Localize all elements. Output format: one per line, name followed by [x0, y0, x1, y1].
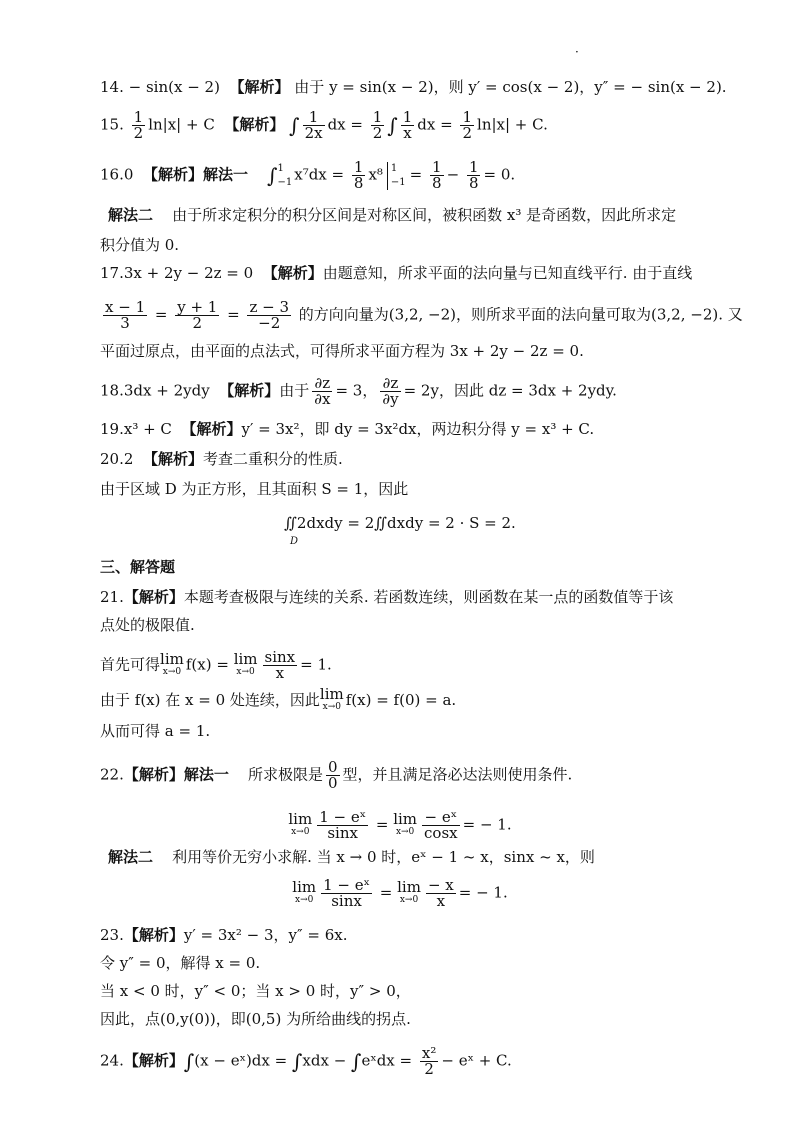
text: −	[446, 165, 460, 184]
method-label: 解法二	[108, 848, 154, 866]
answer: 0	[123, 165, 134, 184]
text: = − 1.	[458, 883, 508, 902]
analysis-tag: 【解析】	[219, 381, 280, 400]
q-number: 14.	[100, 78, 124, 96]
answer-23-line3: 当 x < 0 时，y″ < 0；当 x > 0 时，y″ > 0，	[100, 982, 411, 1000]
analysis-tag: 【解析】	[262, 264, 323, 282]
limit: lim x→0	[393, 809, 418, 837]
analysis-tag: 【解析】	[123, 765, 184, 784]
fraction: $\frac{\text{− eˣ}}{\cos x}$	[424, 808, 458, 842]
text: 所求极限是	[247, 765, 323, 784]
answer-19	[100, 418, 594, 440]
text: 考查二重积分的性质.	[202, 450, 343, 468]
text: = 0.	[483, 165, 516, 184]
text: ln|x| + C.	[477, 115, 548, 134]
answer-16-method2	[108, 204, 676, 226]
text: = 1.	[300, 655, 332, 674]
integral-sign: ∫	[183, 1049, 195, 1074]
q-number: 22.	[100, 765, 124, 784]
answer-17	[100, 262, 692, 284]
text: x⁷dx =	[294, 165, 345, 184]
answer: 3x + 2y − 2z = 0	[123, 264, 254, 282]
fraction: $\frac{\partial z}{\partial y}$	[382, 374, 399, 408]
text: 型，并且满足洛必达法则使用条件.	[342, 765, 573, 784]
text: 由于所求定积分的积分区间是对称区间，被积函数 x³ 是奇函数，因此所求定	[172, 206, 677, 224]
answer-16-line2: 积分值为 0.	[100, 236, 180, 254]
text: y′ = 3x²，即 dy = 3x²dx，两边积分得 y = x³ + C.	[241, 420, 595, 438]
answer-23-line2: 令 y″ = 0，解得 x = 0.	[100, 954, 261, 972]
method-label: 解法二	[108, 206, 154, 224]
analysis-tag: 【解析】	[224, 115, 285, 134]
answer-17-line2: $\frac{x - 1}{3}$ = $\frac{y + 1}{2}$ = $\frac{z - 3}{-2}$ 的方向向量为(3,2, −2)，则所求平面的法向量可取为(3,2, −2). 又	[105, 298, 743, 332]
text: dx =	[417, 115, 453, 134]
answer-21-line4	[100, 685, 457, 714]
fraction: $\frac{y + 1}{2}$	[177, 298, 218, 332]
answer: 3dx + 2ydy	[123, 381, 210, 400]
text: = 3，	[335, 381, 378, 400]
fraction: $\frac{1}{x}$	[402, 108, 413, 142]
answer-14	[100, 76, 727, 98]
answer-18	[100, 376, 617, 407]
answer-21	[100, 586, 673, 608]
fraction: $\frac{1}{2}$	[372, 108, 383, 142]
fraction: $\frac{x - 1}{3}$	[105, 298, 146, 332]
text: y′ = 3x² − 3，y″ = 6x.	[183, 926, 348, 944]
limits: 1 −1	[277, 162, 293, 188]
fraction: $\frac{1}{2x}$	[304, 108, 323, 142]
answer-rest: ln|x| + C	[148, 115, 215, 134]
fraction: $\frac{1}{8}$	[432, 158, 442, 192]
text: 本题考查极限与连续的关系. 若函数连续，则函数在某一点的函数值等于该	[183, 588, 674, 606]
q-number: 24.	[100, 1051, 124, 1070]
text: 首先可得	[100, 655, 161, 674]
fraction: $\frac{\text{1 − eˣ}}{\sin x}$	[323, 876, 370, 910]
limit: lim x→0	[319, 685, 344, 712]
fraction: $\frac{1}{8}$	[353, 158, 364, 192]
limit: lim x→0	[233, 649, 258, 677]
q-number: 17.	[100, 264, 124, 282]
answer: x³ + C	[123, 420, 172, 438]
analysis-text: 由于 y = sin(x − 2)，则 y′ = cos(x − 2)，y″ = − sin(x − 2).	[294, 78, 727, 96]
fraction: $\frac{\partial z}{\partial x}$	[314, 374, 331, 408]
q-number: 21.	[100, 588, 124, 606]
answer-21-line5: 从而可得 a = 1.	[100, 722, 211, 740]
answer-22-method2	[108, 846, 595, 868]
q-number: 15.	[100, 115, 124, 134]
text: f(x) = f(0) = a.	[345, 691, 457, 709]
text: = 2y，因此 dz = 3dx + 2ydy.	[403, 381, 617, 400]
text: x⁸	[368, 165, 383, 184]
analysis-tag: 【解析】	[123, 1051, 184, 1070]
text: = − 1.	[462, 815, 512, 834]
integral-sign: ∫	[267, 163, 278, 188]
fraction: $\frac{1}{8}$	[468, 158, 479, 192]
fraction: $\frac{z - 3}{-2}$	[249, 298, 290, 332]
fraction: $\frac{\sin x}{x}$	[264, 648, 296, 682]
answer-15	[100, 110, 548, 141]
analysis-tag: 【解析】	[123, 588, 184, 606]
answer-21-line2: 点处的极限值.	[100, 616, 195, 634]
q-number: 23.	[100, 926, 124, 944]
fraction: $\frac{0}{0}$	[327, 758, 338, 792]
method-label: 解法一	[183, 765, 229, 784]
answer-20	[100, 448, 343, 470]
analysis-tag: 【解析】	[181, 420, 242, 438]
eval-bar: 1 −1	[387, 162, 406, 190]
limit: lim x→0	[160, 649, 184, 677]
fraction: $\frac{- x}{x}$	[427, 876, 454, 910]
answer-20-line2: 由于区域 D 为正方形，且其面积 S = 1，因此	[100, 480, 409, 498]
analysis-tag: 【解析】	[229, 78, 290, 96]
fraction: $\frac{1}{2}$	[462, 108, 473, 142]
integral-sign: ∫	[387, 113, 398, 138]
answer-23	[100, 924, 347, 946]
limit: lim x→0	[397, 877, 421, 905]
text: − eˣ + C.	[441, 1051, 512, 1070]
q-number: 19.	[100, 420, 124, 438]
text: f(x) =	[185, 655, 229, 674]
answer: 2	[123, 450, 134, 468]
q-number: 18.	[100, 381, 124, 400]
text: dx =	[327, 115, 363, 134]
integral-sign: ∫	[291, 1049, 303, 1074]
text: (x − eˣ)dx =	[194, 1051, 288, 1070]
answer-21-line3	[100, 650, 332, 681]
limit: lim x→0	[292, 877, 317, 905]
answer-24	[100, 1046, 512, 1077]
integral-sign: ∫	[351, 1049, 362, 1074]
answer-22	[100, 760, 572, 791]
text: 利用等价无穷小求解. 当 x → 0 时，eˣ − 1 ~ x，sinx ~ x，则	[172, 848, 595, 866]
page-mark: ·	[575, 45, 579, 59]
text: 的方向向量为(3,2, −2)，则所求平面的法向量可取为(3,2, −2). 又	[298, 305, 743, 324]
lhopital-formula: lim x→0 $\frac{\text{1 − eˣ}}{\sin x}$ = lim x→0 $\frac{\text{− eˣ}}{\cos x}$ = − 1.	[288, 808, 512, 842]
text: xdx −	[302, 1051, 347, 1070]
method-label: 解法一	[202, 165, 248, 184]
text: 由题意知，所求平面的法向量与已知直线平行. 由于直线	[322, 264, 693, 282]
integral-sign: ∫	[289, 113, 300, 138]
limit: lim x→0	[288, 809, 313, 837]
q-number: 20.	[100, 450, 124, 468]
text: 由于	[279, 381, 310, 400]
section-heading: 三、解答题	[100, 558, 176, 576]
answer: − sin(x − 2)	[128, 78, 220, 96]
q-number: 16.	[100, 165, 124, 184]
answer-23-line4: 因此，点(0,y(0))，即(0,5) 为所给曲线的拐点.	[100, 1010, 411, 1028]
equivalent-infinitesimal-formula: lim x→0 $\frac{\text{1 − eˣ}}{\sin x}$ = lim x→0 $\frac{- x}{x}$ = − 1.	[292, 876, 508, 910]
fraction: $\frac{\text{x²}}{2}$	[421, 1044, 437, 1078]
text: 由于 f(x) 在 x = 0 处连续，因此	[100, 691, 320, 709]
double-integral-formula: ∬2dxdy = 2∬dxdy = 2 · S = 2.	[284, 514, 516, 532]
analysis-tag: 【解析】	[123, 926, 184, 944]
fraction: $\frac{1}{2}$	[133, 108, 144, 142]
text: =	[409, 165, 423, 184]
answer-17-line3: 平面过原点，由平面的点法式，可得所求平面方程为 3x + 2y − 2z = 0.	[100, 342, 584, 360]
text: eˣdx =	[361, 1051, 413, 1070]
analysis-tag: 【解析】	[142, 450, 203, 468]
analysis-tag: 【解析】	[142, 165, 203, 184]
fraction: $\frac{\text{1 − eˣ}}{\sin x}$	[319, 808, 367, 842]
answer-16	[100, 160, 515, 191]
domain-label: D	[290, 536, 299, 547]
